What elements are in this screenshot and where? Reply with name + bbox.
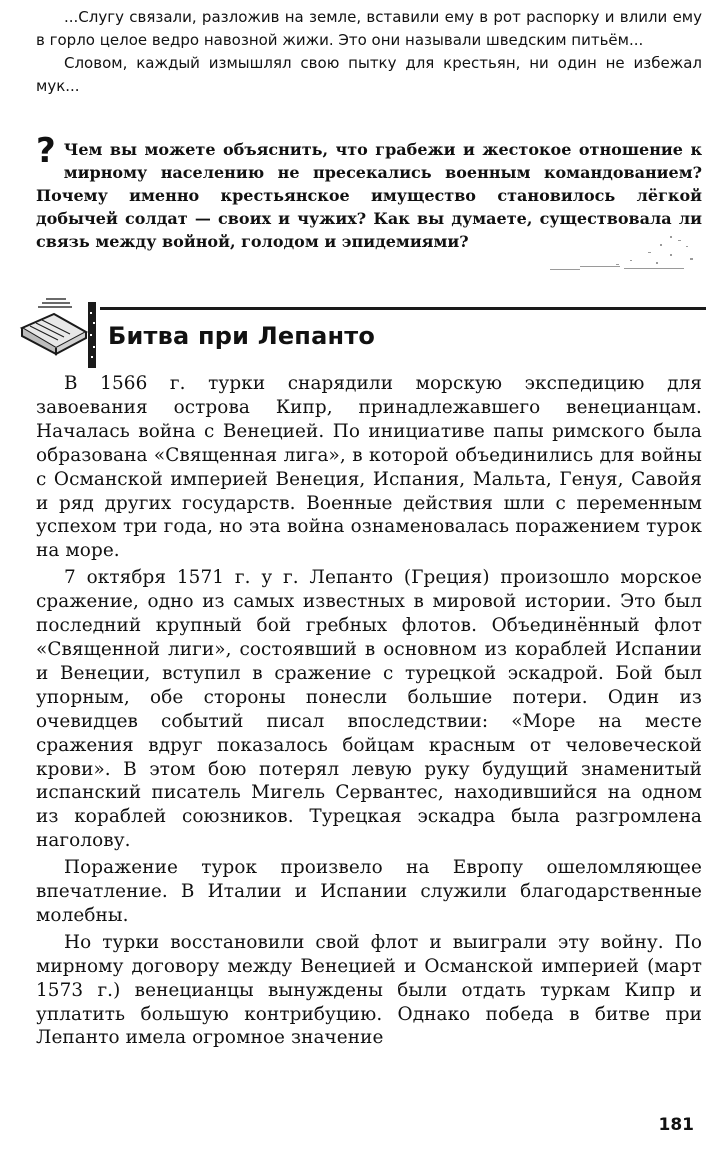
body-paragraph: Поражение турок произвело на Европу ошеломляющее впечатление. В Италии и Испании служили благодарственные молебны. — [36, 857, 702, 926]
decorative-smudge-icon — [520, 232, 700, 276]
quote-block — [36, 6, 702, 98]
quote-paragraph: ...Слугу связали, разложив на земле, вставили ему в рот распорку и влили ему в горло целое ведро навозной жижи. Это они называли шведским питьём... — [36, 8, 702, 49]
heading-rule — [100, 307, 706, 310]
main-text — [36, 372, 702, 1053]
body-paragraph: В 1566 г. турки снарядили морскую экспедицию для завоевания острова Кипр, принадлежавшего венецианцам. Началась война с Венецией. По инициативе папы римского была образована «Священная лига», в которой объединились для войны с Османской империей Венеция, Испания, Мальта, Генуя, Савойя и ряд других государств. Военные действия шли с переменным успехом три года, но эта война ознаменовалась поражением турок на море. — [36, 373, 702, 562]
body-paragraph: 7 октября 1571 г. у г. Лепанто (Греция) произошло морское сражение, одно из самых известных в мировой истории. Это был последний крупный бой гребных флотов. Объединённый флот «Священной лиги», состоявший в основном из кораблей Испании и Венеции, вступил в сражение с турецкой эскадрой. Бой был упорным, обе стороны понесли большие потери. Один из очевидцев событий писал впоследствии: «Море на месте сражения вдруг показалось бойцам красным от человеческой крови». В этом бою потерял левую руку будущий знаменитый испанский писатель Мигель Сервантес, находившийся на одном из кораблей союзников. Турецкая эскадра была разгромлена наголову. — [36, 567, 702, 852]
question-mark-icon: ? — [36, 131, 56, 171]
quote-paragraph: Словом, каждый измышлял свою пытку для крестьян, ни один не избежал мук... — [36, 54, 702, 95]
body-paragraph: Но турки восстановили свой флот и выиграли эту войну. По мирному договору между Венецией и Османской империей (март 1573 г.) венецианцы вынуждены были отдать туркам Кипр и уплатить большую контрибуцию. Однако победа в битве при Лепанто имела огромное значение — [36, 931, 702, 1049]
page-number: 181 — [658, 1115, 694, 1135]
book-icon — [16, 292, 102, 372]
section-heading — [16, 292, 706, 372]
section-title: Битва при Лепанто — [108, 322, 376, 350]
question-text: Чем вы можете объяснить, что грабежи и жестокое отношение к мирному населению не пресекались военным командованием? Почему именно крестьянское имущество становилось лёгкой добычей солдат — своих и чужих? Как вы думаете, существовала ли связь между войной, голодом и эпидемиями? — [36, 140, 702, 251]
